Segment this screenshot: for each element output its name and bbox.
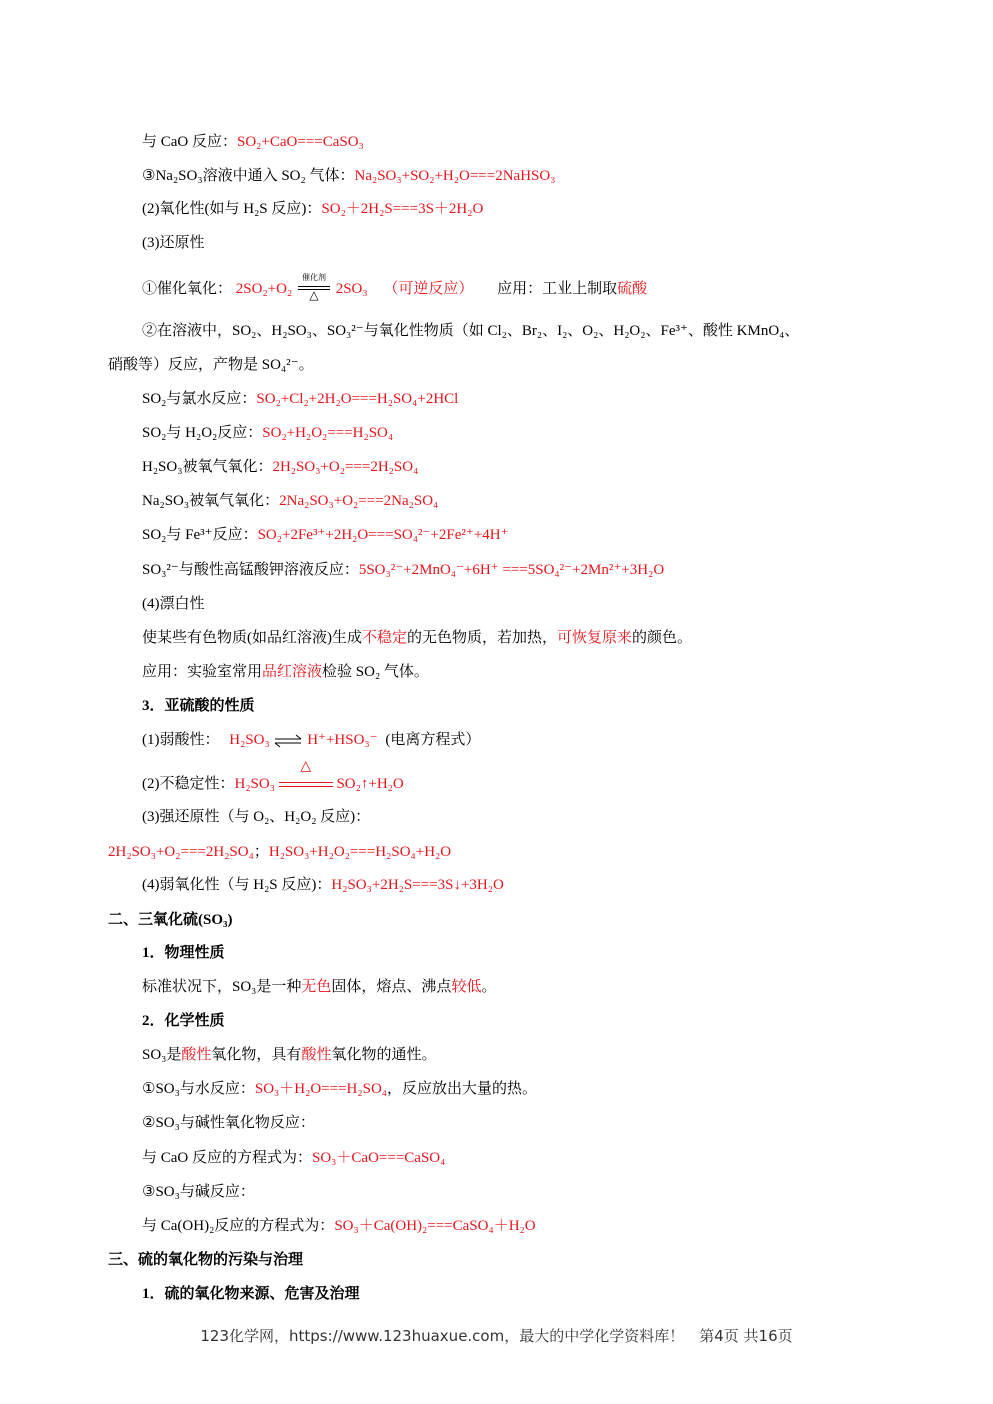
line-so3-cao bbox=[142, 1147, 445, 1169]
text-segment: ②在溶液中，SO₂、H₂SO₃、SO₃²⁻与氧化性物质（如 Cl₂、Br₂、I₂、O₂、H₂O₂、Fe³⁺、酸性 KMnO₄、 bbox=[142, 323, 800, 339]
text-segment: 1．硫的氧化物来源、危害及治理 bbox=[142, 1286, 360, 1302]
line-solution-reactions bbox=[142, 320, 799, 342]
line-bleaching-heading bbox=[142, 593, 205, 615]
catalytic-left: 2SO₂+O₂ bbox=[235, 281, 293, 297]
line-catalytic-oxidation bbox=[142, 272, 648, 302]
text-segment: SO₃²⁻与酸性高锰酸钾溶液反应： bbox=[142, 562, 359, 578]
heading-so3 bbox=[108, 909, 233, 931]
text-segment: 2Na₂SO₃+O₂===2Na₂SO₄ bbox=[279, 493, 439, 509]
text-segment: 固体，熔点、沸点 bbox=[331, 979, 452, 995]
text-segment: ； bbox=[253, 844, 269, 860]
line-so3-water bbox=[142, 1078, 537, 1100]
text-segment: 二、三氧化硫(SO₃) bbox=[108, 912, 233, 928]
text-segment: 与 CaO 反应的方程式为： bbox=[142, 1150, 312, 1166]
heading-physical bbox=[142, 942, 225, 964]
text-segment: H₂SO₃被氧气氧化： bbox=[142, 459, 273, 475]
text-segment: 2H₂SO₃+O₂===2H₂SO₄ bbox=[272, 459, 419, 475]
catalytic-application-red: 硫酸 bbox=[617, 281, 648, 297]
text-segment: 不稳定 bbox=[362, 630, 408, 646]
line-reducing-heading bbox=[142, 232, 205, 254]
text-segment: H₂SO₃+H₂O₂===H₂SO₄+H₂O bbox=[268, 844, 452, 860]
line-na2so3-oxygen bbox=[142, 490, 438, 512]
text-segment: 3．亚硫酸的性质 bbox=[142, 698, 255, 714]
line-acidic-oxide bbox=[142, 1044, 436, 1066]
line-so3-base bbox=[142, 1181, 255, 1203]
text-segment: 应用：实验室常用 bbox=[142, 664, 263, 680]
text-segment: (3)强还原性（与 O₂、H₂O₂ 反应)： bbox=[142, 809, 371, 825]
text-segment: SO₂与 Fe³⁺反应： bbox=[142, 527, 258, 543]
unstable-prefix: (2)不稳定性： bbox=[142, 776, 235, 792]
line-so3-basic-oxide bbox=[142, 1112, 315, 1134]
weak-acid-prefix: (1)弱酸性： bbox=[142, 732, 220, 748]
catalytic-note: （可逆反应） bbox=[383, 281, 474, 297]
text-segment: 无色 bbox=[301, 979, 332, 995]
text-segment: SO₂＋2H₂S===3S＋2H₂O bbox=[321, 201, 484, 217]
text-segment: 氧化物的通性。 bbox=[331, 1047, 437, 1063]
text-segment: 检验 SO₂ 气体。 bbox=[322, 664, 429, 680]
catalytic-application: 应用：工业上制取 bbox=[497, 281, 618, 297]
line-so2-chlorine bbox=[142, 388, 458, 410]
text-segment: SO₃＋H₂O===H₂SO₄ bbox=[254, 1081, 388, 1097]
text-segment: SO₂与 H₂O₂反应： bbox=[142, 425, 263, 441]
heading-pollution bbox=[108, 1249, 303, 1271]
line-so2-h2o2 bbox=[142, 422, 393, 444]
text-segment: ②SO₃与碱性氧化物反应： bbox=[142, 1115, 315, 1131]
text-segment: 可恢复原来 bbox=[557, 630, 633, 646]
text-segment: 氧化物，具有 bbox=[211, 1047, 302, 1063]
equilibrium-arrow-svg bbox=[273, 731, 303, 751]
text-segment: 硝酸等）反应，产物是 SO₄²⁻。 bbox=[108, 357, 314, 373]
text-segment: SO₂+CaO===CaSO₃ bbox=[237, 134, 364, 150]
equilibrium-arrow-icon bbox=[273, 731, 303, 751]
text-segment: (4)漂白性 bbox=[142, 596, 205, 612]
catalytic-prefix: ①催化氧化： bbox=[142, 281, 233, 297]
line-so3-kmno4 bbox=[142, 559, 664, 581]
heading-chemical bbox=[142, 1010, 225, 1032]
line-weak-acid bbox=[142, 729, 480, 751]
line-physical-desc bbox=[142, 976, 496, 998]
text-segment: 使某些有色物质(如品红溶液)生成 bbox=[142, 630, 362, 646]
line-h2so3-oxygen bbox=[142, 456, 418, 478]
unstable-condition bbox=[279, 758, 333, 796]
text-segment: SO₂+H₂O₂===H₂SO₄ bbox=[262, 425, 394, 441]
heading-sources bbox=[142, 1283, 360, 1305]
text-segment: 。 bbox=[481, 979, 497, 995]
text-segment: (2)氧化性(如与 H₂S 反应)： bbox=[142, 201, 322, 217]
text-segment: Na₂SO₃被氧气氧化： bbox=[142, 493, 280, 509]
text-segment: 酸性 bbox=[181, 1047, 212, 1063]
heading-sulfurous-acid bbox=[142, 695, 255, 717]
line-weak-oxidizing bbox=[142, 874, 504, 896]
text-segment: ③Na₂SO₃溶液中通入 SO₂ 气体： bbox=[142, 168, 355, 184]
text-segment: 的颜色。 bbox=[632, 630, 693, 646]
text-segment: ，反应放出大量的热。 bbox=[387, 1081, 538, 1097]
page-footer: 123化学网，https://www.123huaxue.com，最大的中学化学资料库！ 第4页 共16页 bbox=[200, 1327, 793, 1345]
text-segment: ③SO₃与碱反应： bbox=[142, 1184, 255, 1200]
line-na2so3-so2 bbox=[142, 165, 555, 187]
line-so2-fe3 bbox=[142, 524, 509, 546]
text-segment: 酸性 bbox=[301, 1047, 332, 1063]
text-segment: SO₃是 bbox=[142, 1047, 182, 1063]
text-segment: (4)弱氧化性（与 H₂S 反应)： bbox=[142, 877, 332, 893]
text-segment: 2H₂SO₃+O₂===2H₂SO₄ bbox=[108, 844, 254, 860]
line-unstable bbox=[142, 758, 404, 795]
line-solution-products bbox=[108, 354, 314, 376]
equals-line-top bbox=[279, 782, 333, 783]
catalytic-condition bbox=[296, 272, 332, 302]
text-segment: 与 CaO 反应： bbox=[142, 134, 237, 150]
text-segment: 的无色物质，若加热， bbox=[407, 630, 558, 646]
unstable-right: SO₂↑+H₂O bbox=[336, 776, 404, 792]
line-cao-reaction bbox=[142, 131, 364, 153]
text-segment: H₂SO₃+2H₂S===3S↓+3H₂O bbox=[331, 877, 504, 893]
text-segment: 较低 bbox=[451, 979, 482, 995]
text-segment: SO₂+Cl₂+2H₂O===H₂SO₄+2HCl bbox=[256, 391, 459, 407]
text-segment: 1．物理性质 bbox=[142, 945, 225, 961]
line-bleaching-app bbox=[142, 661, 429, 683]
text-segment: SO₂+2Fe³⁺+2H₂O===SO₄²⁻+2Fe²⁺+4H⁺ bbox=[257, 527, 509, 543]
line-oxidizing bbox=[142, 198, 483, 220]
heat-label: △ bbox=[309, 287, 319, 302]
line-strong-reducing bbox=[142, 806, 370, 828]
text-segment: (3)还原性 bbox=[142, 235, 205, 251]
text-segment: 2．化学性质 bbox=[142, 1013, 225, 1029]
text-segment: ①SO₃与水反应： bbox=[142, 1081, 255, 1097]
catalytic-right: 2SO₃ bbox=[335, 281, 368, 297]
line-strong-reducing-eq bbox=[108, 841, 451, 863]
text-segment: 5SO₃²⁻+2MnO₄⁻+6H⁺ ===5SO₄²⁻+2Mn²⁺+3H₂O bbox=[358, 562, 665, 578]
text-segment: SO₂与氯水反应： bbox=[142, 391, 257, 407]
catalyst-label: 催化剂 bbox=[301, 272, 326, 282]
weak-acid-left: H₂SO₃ bbox=[229, 732, 270, 748]
weak-acid-note: (电离方程式） bbox=[385, 732, 481, 748]
unstable-heat: △ bbox=[300, 758, 312, 774]
line-bleaching-desc bbox=[142, 627, 692, 649]
text-segment: Na₂SO₃+SO₂+H₂O===2NaHSO₃ bbox=[354, 168, 556, 184]
text-segment: 与 Ca(OH)₂反应的方程式为： bbox=[142, 1218, 335, 1234]
text-segment: 标准状况下，SO₃是一种 bbox=[142, 979, 302, 995]
text-segment: 品红溶液 bbox=[262, 664, 323, 680]
text-segment: SO₃＋CaO===CaSO₄ bbox=[312, 1150, 446, 1166]
reversible-arrow-icon bbox=[298, 286, 330, 287]
equals-line-bottom bbox=[279, 786, 333, 787]
unstable-left: H₂SO₃ bbox=[234, 776, 275, 792]
text-segment: SO₃＋Ca(OH)₂===CaSO₄＋H₂O bbox=[334, 1218, 536, 1234]
weak-acid-right: H⁺+HSO₃⁻ bbox=[307, 732, 378, 748]
text-segment: 三、硫的氧化物的污染与治理 bbox=[108, 1252, 304, 1268]
line-so3-caoh2 bbox=[142, 1215, 536, 1237]
